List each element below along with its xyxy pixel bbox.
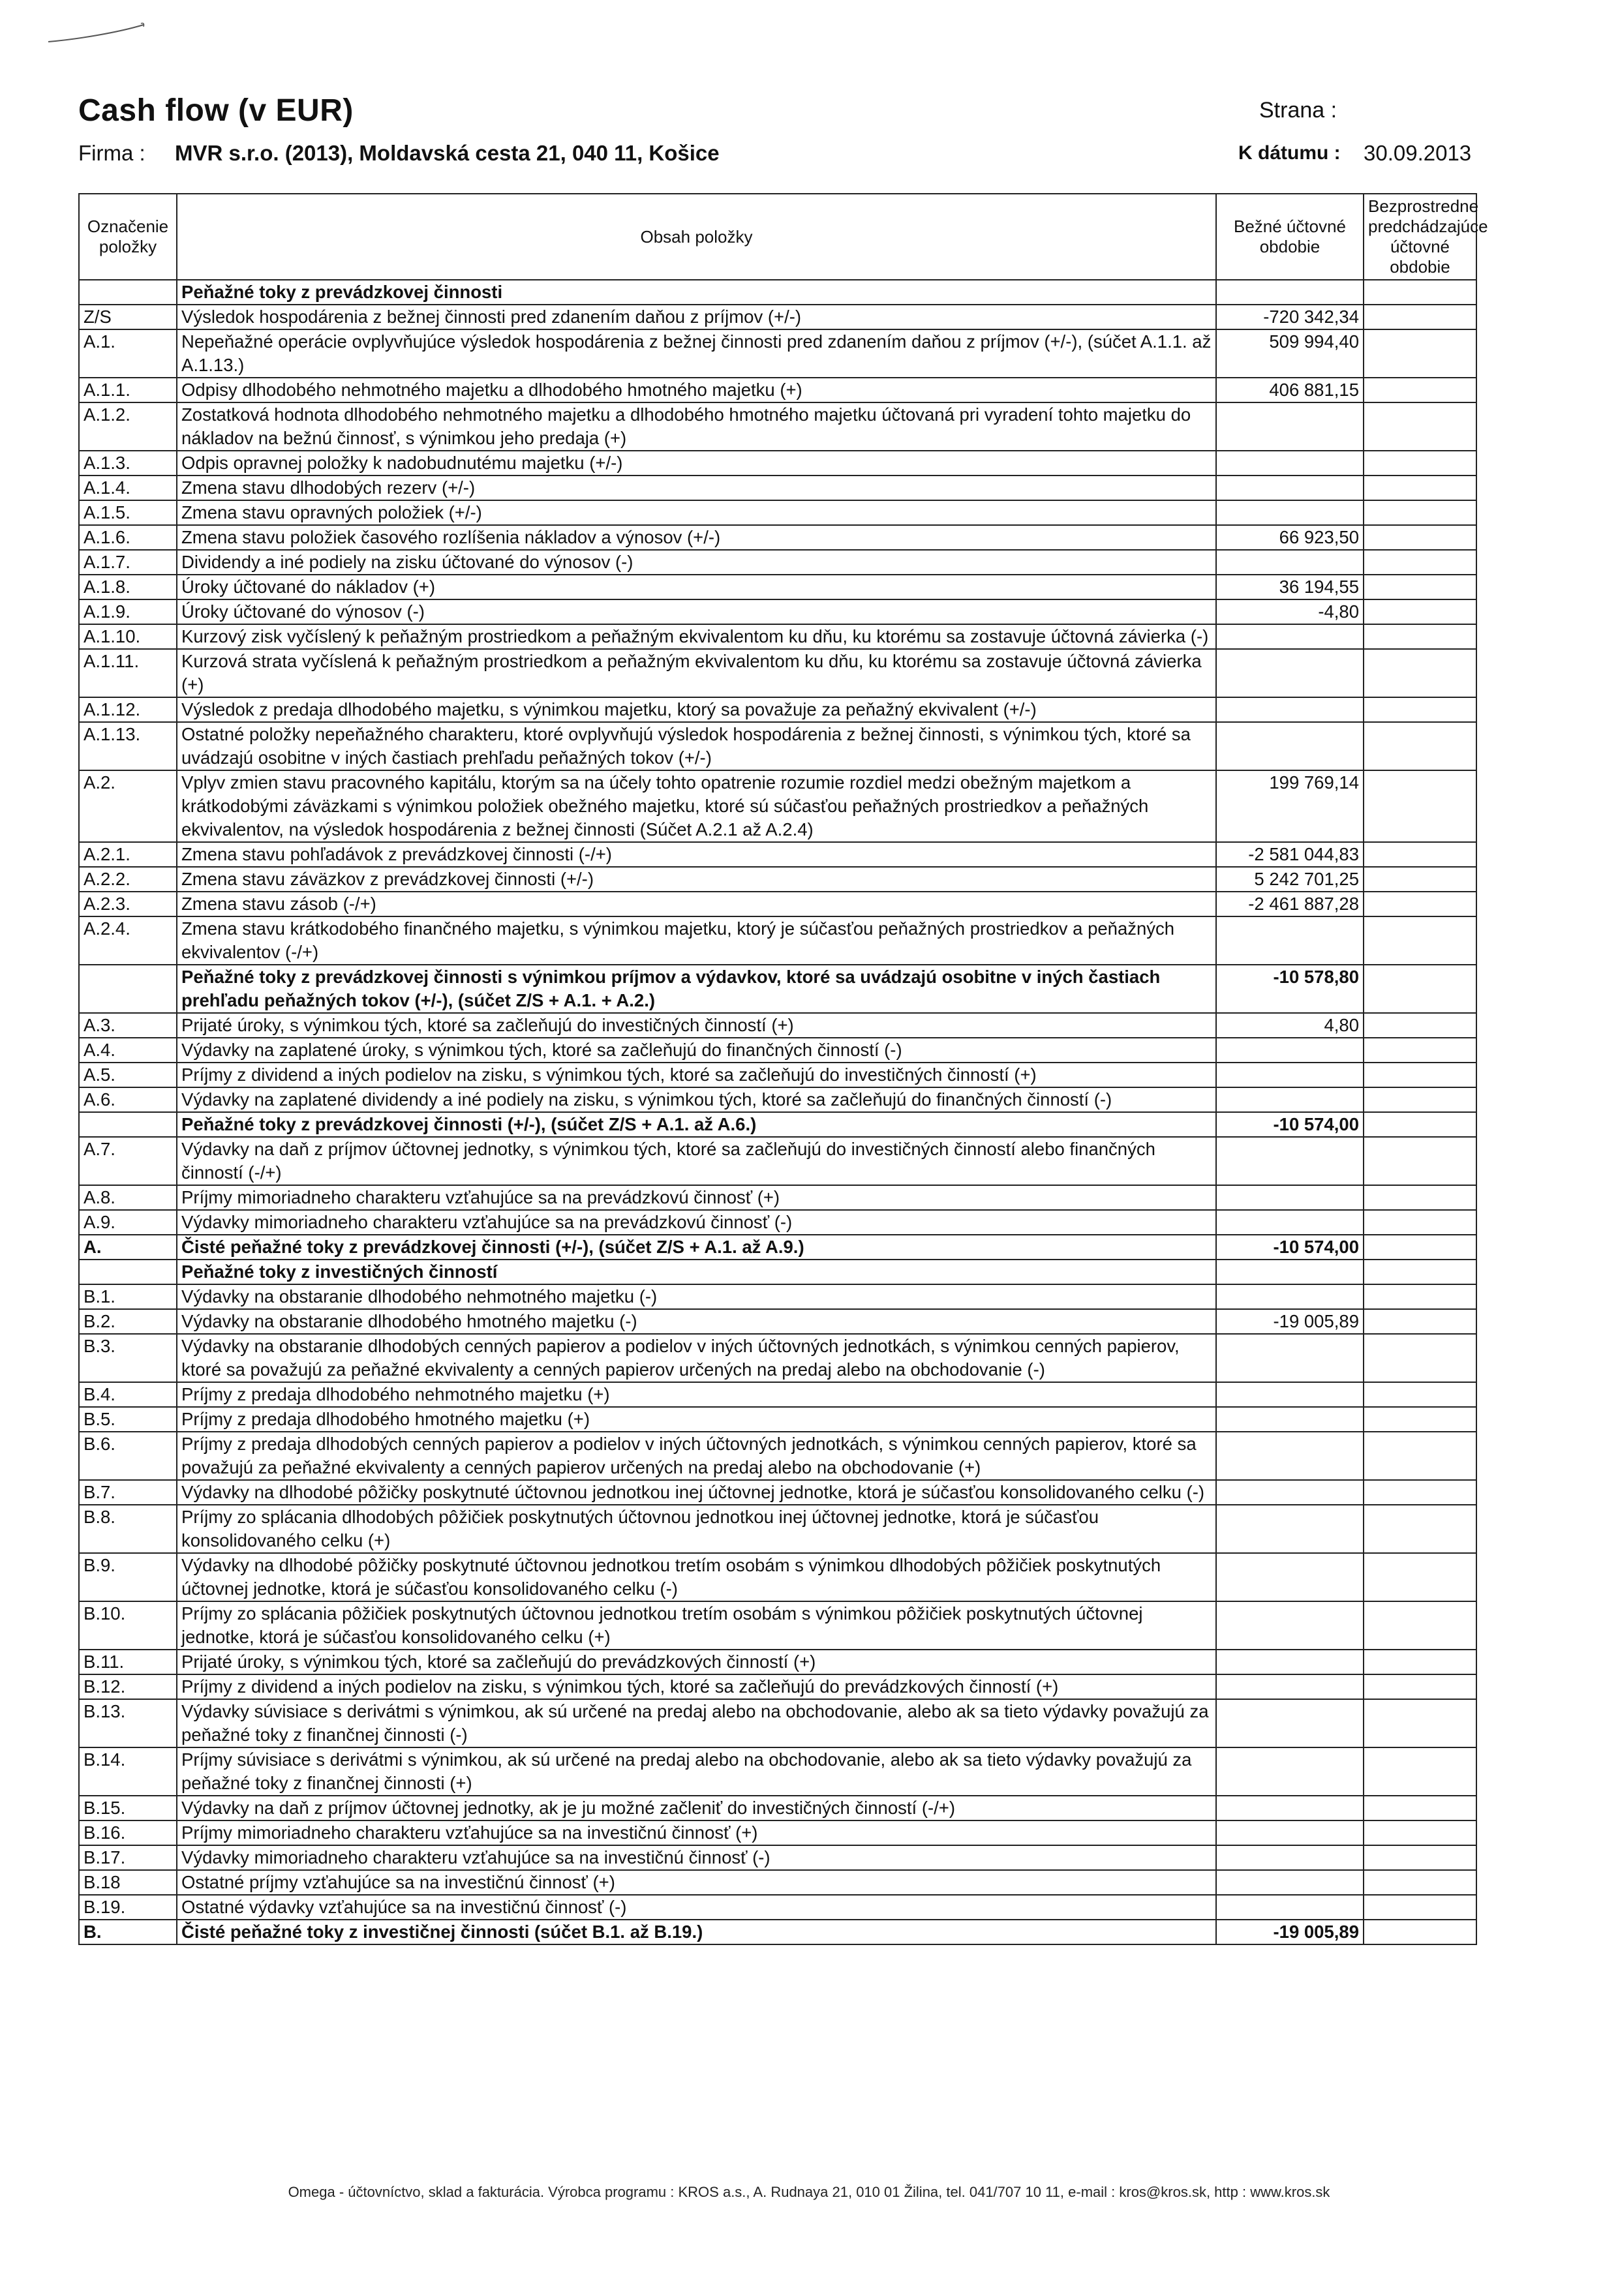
table-row bbox=[79, 624, 1476, 649]
row-description: Výdavky na obstaranie dlhodobého hmotného majetku (-) bbox=[177, 1309, 1216, 1334]
row-previous-value bbox=[1364, 1845, 1476, 1870]
row-previous-value bbox=[1364, 1920, 1476, 1944]
table-row bbox=[79, 1505, 1476, 1553]
row-code: B.14. bbox=[79, 1747, 177, 1796]
footer-text: Omega - účtovníctvo, sklad a fakturácia. Výrobca programu : KROS a.s., A. Rudnaya 21, 010 01 Žilina, tel. 041/707 10 11, e-mail : kros@kros.sk, http : www.kros.sk bbox=[288, 2184, 1330, 2200]
row-code bbox=[79, 965, 177, 1013]
row-previous-value bbox=[1364, 451, 1476, 476]
row-current-value: 5 242 701,25 bbox=[1216, 867, 1364, 892]
row-current-value bbox=[1216, 1038, 1364, 1063]
table-row bbox=[79, 1334, 1476, 1382]
table-row bbox=[79, 1284, 1476, 1309]
row-description: Odpis opravnej položky k nadobudnutému majetku (+/-) bbox=[177, 451, 1216, 476]
table-row bbox=[79, 1063, 1476, 1087]
row-current-value bbox=[1216, 1284, 1364, 1309]
table-row bbox=[79, 770, 1476, 842]
row-code: B.13. bbox=[79, 1699, 177, 1747]
row-code: A.1.1. bbox=[79, 378, 177, 402]
row-description: Zmena stavu dlhodobých rezerv (+/-) bbox=[177, 476, 1216, 500]
row-code: B.15. bbox=[79, 1796, 177, 1820]
table-row bbox=[79, 649, 1476, 697]
row-current-value bbox=[1216, 402, 1364, 451]
row-code: B.5. bbox=[79, 1407, 177, 1432]
row-code: A.2. bbox=[79, 770, 177, 842]
row-code: A.1.9. bbox=[79, 599, 177, 624]
row-current-value bbox=[1216, 1480, 1364, 1505]
row-description: Výdavky na daň z príjmov účtovnej jednotky, s výnimkou tých, ktoré sa začleňujú do investičných činností alebo finančných činností (-/+) bbox=[177, 1137, 1216, 1185]
row-previous-value bbox=[1364, 378, 1476, 402]
row-current-value: 36 194,55 bbox=[1216, 575, 1364, 599]
table-row bbox=[79, 1185, 1476, 1210]
row-description: Zmena stavu opravných položiek (+/-) bbox=[177, 500, 1216, 525]
row-previous-value bbox=[1364, 916, 1476, 965]
table-row bbox=[79, 378, 1476, 402]
row-previous-value bbox=[1364, 599, 1476, 624]
row-previous-value bbox=[1364, 476, 1476, 500]
row-current-value bbox=[1216, 1820, 1364, 1845]
row-code: A.1.10. bbox=[79, 624, 177, 649]
row-code: B.16. bbox=[79, 1820, 177, 1845]
row-description: Príjmy zo splácania dlhodobých pôžičiek poskytnutých účtovnou jednotkou inej účtovnej jednotke, ktorá je súčasťou konsolidovaného celku (+) bbox=[177, 1505, 1216, 1553]
row-previous-value bbox=[1364, 1260, 1476, 1284]
row-code: A.2.3. bbox=[79, 892, 177, 916]
row-previous-value bbox=[1364, 1063, 1476, 1087]
row-code: B. bbox=[79, 1920, 177, 1944]
table-row bbox=[79, 1309, 1476, 1334]
row-description: Peňažné toky z prevádzkovej činnosti s výnimkou príjmov a výdavkov, ktoré sa uvádzajú osobitne v iných častiach prehľadu peňažných tokov (+/-), (súčet Z/S + A.1. + A.2.) bbox=[177, 965, 1216, 1013]
row-previous-value bbox=[1364, 1505, 1476, 1553]
table-row bbox=[79, 916, 1476, 965]
row-previous-value bbox=[1364, 770, 1476, 842]
row-current-value bbox=[1216, 1601, 1364, 1650]
company-value: MVR s.r.o. (2013), Moldavská cesta 21, 040 11, Košice bbox=[175, 141, 720, 165]
row-description: Peňažné toky z investičných činností bbox=[177, 1260, 1216, 1284]
row-code: B.18 bbox=[79, 1870, 177, 1895]
row-previous-value bbox=[1364, 1747, 1476, 1796]
row-current-value bbox=[1216, 1845, 1364, 1870]
row-current-value bbox=[1216, 1650, 1364, 1674]
row-current-value bbox=[1216, 1382, 1364, 1407]
row-current-value: 4,80 bbox=[1216, 1013, 1364, 1038]
row-code: Z/S bbox=[79, 305, 177, 329]
row-code: A.1.8. bbox=[79, 575, 177, 599]
row-description: Prijaté úroky, s výnimkou tých, ktoré sa začleňujú do prevádzkových činností (+) bbox=[177, 1650, 1216, 1674]
table-row bbox=[79, 329, 1476, 378]
row-description: Zmena stavu pohľadávok z prevádzkovej činnosti (-/+) bbox=[177, 842, 1216, 867]
table-row bbox=[79, 1870, 1476, 1895]
table-row bbox=[79, 1699, 1476, 1747]
row-description: Výdavky mimoriadneho charakteru vzťahujúce sa na prevádzkovú činnosť (-) bbox=[177, 1210, 1216, 1235]
table-row bbox=[79, 1820, 1476, 1845]
row-previous-value bbox=[1364, 1820, 1476, 1845]
column-header-content: Obsah položky bbox=[177, 194, 1216, 280]
row-code: A.1.3. bbox=[79, 451, 177, 476]
row-current-value: 509 994,40 bbox=[1216, 329, 1364, 378]
row-previous-value bbox=[1364, 329, 1476, 378]
row-current-value bbox=[1216, 1895, 1364, 1920]
row-previous-value bbox=[1364, 402, 1476, 451]
cash-flow-rows bbox=[79, 280, 1476, 1944]
row-current-value bbox=[1216, 280, 1364, 305]
row-previous-value bbox=[1364, 697, 1476, 722]
row-current-value: -4,80 bbox=[1216, 599, 1364, 624]
row-description: Dividendy a iné podiely na zisku účtované do výnosov (-) bbox=[177, 550, 1216, 575]
row-current-value bbox=[1216, 476, 1364, 500]
table-row bbox=[79, 1087, 1476, 1112]
row-description: Úroky účtované do nákladov (+) bbox=[177, 575, 1216, 599]
row-previous-value bbox=[1364, 1309, 1476, 1334]
row-description: Výdavky na obstaranie dlhodobých cenných papierov a podielov v iných účtovných jednotkách, s výnimkou cenných papierov, ktoré sa považujú za peňažné ekvivalenty a cenných papierov určených na predaj alebo na obchodovanie (-) bbox=[177, 1334, 1216, 1382]
row-code: A.2.4. bbox=[79, 916, 177, 965]
row-code: B.3. bbox=[79, 1334, 177, 1382]
row-description: Výsledok hospodárenia z bežnej činnosti pred zdanením daňou z príjmov (+/-) bbox=[177, 305, 1216, 329]
row-code: B.9. bbox=[79, 1553, 177, 1601]
table-row bbox=[79, 599, 1476, 624]
row-previous-value bbox=[1364, 1137, 1476, 1185]
row-code: A.7. bbox=[79, 1137, 177, 1185]
table-row bbox=[79, 1601, 1476, 1650]
row-description: Výdavky na dlhodobé pôžičky poskytnuté účtovnou jednotkou inej účtovnej jednotke, ktorá je súčasťou konsolidovaného celku (-) bbox=[177, 1480, 1216, 1505]
row-code: A.4. bbox=[79, 1038, 177, 1063]
row-current-value bbox=[1216, 1674, 1364, 1699]
row-previous-value bbox=[1364, 1407, 1476, 1432]
row-previous-value bbox=[1364, 1334, 1476, 1382]
row-description: Zmena stavu zásob (-/+) bbox=[177, 892, 1216, 916]
row-current-value: 406 881,15 bbox=[1216, 378, 1364, 402]
table-row bbox=[79, 1038, 1476, 1063]
row-previous-value bbox=[1364, 1796, 1476, 1820]
row-current-value: 199 769,14 bbox=[1216, 770, 1364, 842]
table-row bbox=[79, 1650, 1476, 1674]
row-previous-value bbox=[1364, 1038, 1476, 1063]
row-current-value bbox=[1216, 451, 1364, 476]
row-previous-value bbox=[1364, 1601, 1476, 1650]
row-code: A. bbox=[79, 1235, 177, 1260]
table-row bbox=[79, 575, 1476, 599]
row-previous-value bbox=[1364, 1895, 1476, 1920]
column-header-previous-period: Bezprostredne predchádzajúce účtovné obdobie bbox=[1364, 194, 1476, 280]
row-code bbox=[79, 1112, 177, 1137]
date-label: K dátumu : bbox=[1238, 142, 1341, 164]
table-row bbox=[79, 722, 1476, 770]
row-previous-value bbox=[1364, 500, 1476, 525]
row-code: B.12. bbox=[79, 1674, 177, 1699]
table-row bbox=[79, 1796, 1476, 1820]
row-current-value: -10 578,80 bbox=[1216, 965, 1364, 1013]
row-current-value bbox=[1216, 1553, 1364, 1601]
row-current-value bbox=[1216, 722, 1364, 770]
row-current-value bbox=[1216, 624, 1364, 649]
row-current-value: -19 005,89 bbox=[1216, 1920, 1364, 1944]
row-previous-value bbox=[1364, 1185, 1476, 1210]
row-current-value: 66 923,50 bbox=[1216, 525, 1364, 550]
row-previous-value bbox=[1364, 1553, 1476, 1601]
row-code: A.2.2. bbox=[79, 867, 177, 892]
row-previous-value bbox=[1364, 1235, 1476, 1260]
table-row bbox=[79, 867, 1476, 892]
row-previous-value bbox=[1364, 525, 1476, 550]
table-row bbox=[79, 1674, 1476, 1699]
row-current-value bbox=[1216, 1137, 1364, 1185]
table-row bbox=[79, 280, 1476, 305]
row-code: A.9. bbox=[79, 1210, 177, 1235]
row-description: Zmena stavu záväzkov z prevádzkovej činnosti (+/-) bbox=[177, 867, 1216, 892]
row-code: A.1.2. bbox=[79, 402, 177, 451]
row-description: Príjmy mimoriadneho charakteru vzťahujúce sa na prevádzkovú činnosť (+) bbox=[177, 1185, 1216, 1210]
table-row bbox=[79, 476, 1476, 500]
row-current-value bbox=[1216, 500, 1364, 525]
row-code: B.7. bbox=[79, 1480, 177, 1505]
row-current-value bbox=[1216, 916, 1364, 965]
table-row bbox=[79, 1845, 1476, 1870]
row-code: A.6. bbox=[79, 1087, 177, 1112]
row-current-value: -720 342,34 bbox=[1216, 305, 1364, 329]
row-code: B.10. bbox=[79, 1601, 177, 1650]
row-current-value: -10 574,00 bbox=[1216, 1112, 1364, 1137]
row-description: Nepeňažné operácie ovplyvňujúce výsledok hospodárenia z bežnej činnosti pred zdanením daňou z príjmov (+/-), (súčet A.1.1. až A.1.13.) bbox=[177, 329, 1216, 378]
table-row bbox=[79, 1480, 1476, 1505]
table-row bbox=[79, 1553, 1476, 1601]
row-previous-value bbox=[1364, 1432, 1476, 1480]
row-description: Výsledok z predaja dlhodobého majetku, s výnimkou majetku, ktorý sa považuje za peňažný ekvivalent (+/-) bbox=[177, 697, 1216, 722]
row-current-value bbox=[1216, 1334, 1364, 1382]
row-description: Výdavky na zaplatené úroky, s výnimkou tých, ktoré sa začleňujú do finančných činností (-) bbox=[177, 1038, 1216, 1063]
table-row bbox=[79, 1112, 1476, 1137]
page-title: Cash flow (v EUR) bbox=[78, 93, 354, 128]
table-row bbox=[79, 500, 1476, 525]
table-row bbox=[79, 1382, 1476, 1407]
row-code: B.19. bbox=[79, 1895, 177, 1920]
row-code: A.8. bbox=[79, 1185, 177, 1210]
row-code: B.17. bbox=[79, 1845, 177, 1870]
row-code: A.3. bbox=[79, 1013, 177, 1038]
row-description: Príjmy mimoriadneho charakteru vzťahujúce sa na investičnú činnosť (+) bbox=[177, 1820, 1216, 1845]
row-description: Príjmy z predaja dlhodobého nehmotného majetku (+) bbox=[177, 1382, 1216, 1407]
table-row bbox=[79, 525, 1476, 550]
row-code bbox=[79, 280, 177, 305]
row-previous-value bbox=[1364, 1013, 1476, 1038]
row-current-value bbox=[1216, 1699, 1364, 1747]
table-row bbox=[79, 1137, 1476, 1185]
row-previous-value bbox=[1364, 1210, 1476, 1235]
row-previous-value bbox=[1364, 722, 1476, 770]
row-previous-value bbox=[1364, 842, 1476, 867]
row-description: Príjmy súvisiace s derivátmi s výnimkou, ak sú určené na predaj alebo na obchodovanie, alebo ak sa tieto výdavky považujú za peňažné toky z finančnej činnosti (+) bbox=[177, 1747, 1216, 1796]
row-code: B.6. bbox=[79, 1432, 177, 1480]
row-current-value bbox=[1216, 1796, 1364, 1820]
row-code: B.8. bbox=[79, 1505, 177, 1553]
cash-flow-table bbox=[78, 193, 1488, 1945]
row-previous-value bbox=[1364, 1870, 1476, 1895]
row-description: Kurzová strata vyčíslená k peňažným prostriedkom a peňažným ekvivalentom ku dňu, ku ktorému sa zostavuje účtovná závierka (+) bbox=[177, 649, 1216, 697]
row-description: Peňažné toky z prevádzkovej činnosti (+/-), (súčet Z/S + A.1. až A.6.) bbox=[177, 1112, 1216, 1137]
table-row bbox=[79, 1013, 1476, 1038]
row-current-value bbox=[1216, 550, 1364, 575]
table-row bbox=[79, 697, 1476, 722]
row-current-value bbox=[1216, 1185, 1364, 1210]
table-row bbox=[79, 965, 1476, 1013]
row-current-value bbox=[1216, 1260, 1364, 1284]
row-previous-value bbox=[1364, 965, 1476, 1013]
table-row bbox=[79, 1210, 1476, 1235]
row-description: Peňažné toky z prevádzkovej činnosti bbox=[177, 280, 1216, 305]
row-description: Kurzový zisk vyčíslený k peňažným prostriedkom a peňažným ekvivalentom ku dňu, ku ktorému sa zostavuje účtovná závierka (-) bbox=[177, 624, 1216, 649]
row-previous-value bbox=[1364, 1087, 1476, 1112]
row-previous-value bbox=[1364, 867, 1476, 892]
row-previous-value bbox=[1364, 892, 1476, 916]
row-code: A.1.4. bbox=[79, 476, 177, 500]
row-description: Prijaté úroky, s výnimkou tých, ktoré sa začleňujú do investičných činností (+) bbox=[177, 1013, 1216, 1038]
row-code: B.1. bbox=[79, 1284, 177, 1309]
row-description: Výdavky na daň z príjmov účtovnej jednotky, ak je ju možné začleniť do investičných činností (-/+) bbox=[177, 1796, 1216, 1820]
row-code: A.2.1. bbox=[79, 842, 177, 867]
row-current-value bbox=[1216, 1747, 1364, 1796]
row-description: Čisté peňažné toky z prevádzkovej činnosti (+/-), (súčet Z/S + A.1. až A.9.) bbox=[177, 1235, 1216, 1260]
row-description: Príjmy zo splácania pôžičiek poskytnutých účtovnou jednotkou tretím osobám s výnimkou pôžičiek poskytnutých účtovnej jednotke, ktorá je súčasťou konsolidovaného celku (+) bbox=[177, 1601, 1216, 1650]
row-current-value bbox=[1216, 697, 1364, 722]
row-previous-value bbox=[1364, 575, 1476, 599]
row-current-value bbox=[1216, 1432, 1364, 1480]
row-previous-value bbox=[1364, 624, 1476, 649]
table-row bbox=[79, 1895, 1476, 1920]
row-current-value bbox=[1216, 649, 1364, 697]
column-header-current-period: Bežné účtovné obdobie bbox=[1216, 194, 1364, 280]
column-header-code: Označenie položky bbox=[79, 194, 177, 280]
row-description: Príjmy z predaja dlhodobého hmotného majetku (+) bbox=[177, 1407, 1216, 1432]
row-description: Úroky účtované do výnosov (-) bbox=[177, 599, 1216, 624]
table-row bbox=[79, 402, 1476, 451]
row-code: A.1.11. bbox=[79, 649, 177, 697]
row-code: A.1.7. bbox=[79, 550, 177, 575]
table-row bbox=[79, 305, 1476, 329]
row-current-value: -2 581 044,83 bbox=[1216, 842, 1364, 867]
row-previous-value bbox=[1364, 1650, 1476, 1674]
table-row bbox=[79, 1747, 1476, 1796]
row-description: Ostatné položky nepeňažného charakteru, ktoré ovplyvňujú výsledok hospodárenia z bežnej činnosti, s výnimkou tých, ktoré sa uvádzajú osobitne v iných častiach prehľadu peňažných tokov (+/-) bbox=[177, 722, 1216, 770]
table-row bbox=[79, 1260, 1476, 1284]
row-code: A.1. bbox=[79, 329, 177, 378]
row-previous-value bbox=[1364, 550, 1476, 575]
row-current-value: -2 461 887,28 bbox=[1216, 892, 1364, 916]
row-description: Výdavky na zaplatené dividendy a iné podiely na zisku, s výnimkou tých, ktoré sa začleňujú do finančných činností (-) bbox=[177, 1087, 1216, 1112]
row-current-value bbox=[1216, 1063, 1364, 1087]
row-description: Zmena stavu položiek časového rozlíšenia nákladov a výnosov (+/-) bbox=[177, 525, 1216, 550]
row-description: Čisté peňažné toky z investičnej činnosti (súčet B.1. až B.19.) bbox=[177, 1920, 1216, 1944]
row-current-value bbox=[1216, 1505, 1364, 1553]
row-description: Príjmy z dividend a iných podielov na zisku, s výnimkou tých, ktoré sa začleňujú do investičných činností (+) bbox=[177, 1063, 1216, 1087]
row-description: Vplyv zmien stavu pracovného kapitálu, ktorým sa na účely tohto opatrenie rozumie rozdiel medzi obežným majetkom a krátkodobými záväzkami s výnimkou položiek obežného majetku, ktoré sú súčasťou peňažných prostriedkov a peňažných ekvivalentov, na výsledok hospodárenia z bežnej činnosti (Súčet A.2.1 až A.2.4) bbox=[177, 770, 1216, 842]
table-row bbox=[79, 842, 1476, 867]
row-description: Výdavky na obstaranie dlhodobého nehmotného majetku (-) bbox=[177, 1284, 1216, 1309]
row-previous-value bbox=[1364, 1382, 1476, 1407]
table-row bbox=[79, 1432, 1476, 1480]
row-description: Príjmy z dividend a iných podielov na zisku, s výnimkou tých, ktoré sa začleňujú do prevádzkových činností (+) bbox=[177, 1674, 1216, 1699]
table-row bbox=[79, 1235, 1476, 1260]
page-number-label: Strana : bbox=[1259, 98, 1337, 123]
date-value: 30.09.2013 bbox=[1364, 141, 1472, 165]
row-previous-value bbox=[1364, 649, 1476, 697]
row-code: A.5. bbox=[79, 1063, 177, 1087]
row-code: A.1.6. bbox=[79, 525, 177, 550]
row-previous-value bbox=[1364, 1674, 1476, 1699]
row-current-value bbox=[1216, 1087, 1364, 1112]
row-description: Ostatné výdavky vzťahujúce sa na investičnú činnosť (-) bbox=[177, 1895, 1216, 1920]
row-description: Výdavky súvisiace s derivátmi s výnimkou, ak sú určené na predaj alebo na obchodovanie, alebo ak sa tieto výdavky považujú za peňažné toky z finančnej činnosti (-) bbox=[177, 1699, 1216, 1747]
table-row bbox=[79, 892, 1476, 916]
row-description: Zostatková hodnota dlhodobého nehmotného majetku a dlhodobého hmotného majetku účtovaná pri vyradení tohto majetku do nákladov na bežnú činnosť, s výnimkou jeho predaja (+) bbox=[177, 402, 1216, 451]
row-description: Odpisy dlhodobého nehmotného majetku a dlhodobého hmotného majetku (+) bbox=[177, 378, 1216, 402]
row-previous-value bbox=[1364, 280, 1476, 305]
row-code: B.11. bbox=[79, 1650, 177, 1674]
row-current-value bbox=[1216, 1407, 1364, 1432]
row-current-value bbox=[1216, 1870, 1364, 1895]
row-previous-value bbox=[1364, 305, 1476, 329]
row-code: B.2. bbox=[79, 1309, 177, 1334]
row-description: Príjmy z predaja dlhodobých cenných papierov a podielov v iných účtovných jednotkách, s výnimkou cenných papierov, ktoré sa považujú za peňažné ekvivalenty a cenných papierov určených na predaj alebo na obchodovanie (+) bbox=[177, 1432, 1216, 1480]
row-code: B.4. bbox=[79, 1382, 177, 1407]
pen-mark bbox=[46, 20, 150, 46]
row-code: A.1.5. bbox=[79, 500, 177, 525]
row-code: A.1.13. bbox=[79, 722, 177, 770]
row-current-value: -19 005,89 bbox=[1216, 1309, 1364, 1334]
row-previous-value bbox=[1364, 1284, 1476, 1309]
table-row bbox=[79, 550, 1476, 575]
row-description: Ostatné príjmy vzťahujúce sa na investičnú činnosť (+) bbox=[177, 1870, 1216, 1895]
row-description: Výdavky na dlhodobé pôžičky poskytnuté účtovnou jednotkou tretím osobám s výnimkou dlhodobých pôžičiek poskytnutých účtovnej jednotke, ktorá je súčasťou konsolidovaného celku (-) bbox=[177, 1553, 1216, 1601]
row-description: Výdavky mimoriadneho charakteru vzťahujúce sa na investičnú činnosť (-) bbox=[177, 1845, 1216, 1870]
row-current-value bbox=[1216, 1210, 1364, 1235]
table-row bbox=[79, 451, 1476, 476]
company-label: Firma : bbox=[78, 141, 145, 165]
row-previous-value bbox=[1364, 1480, 1476, 1505]
row-current-value: -10 574,00 bbox=[1216, 1235, 1364, 1260]
row-code: A.1.12. bbox=[79, 697, 177, 722]
row-code bbox=[79, 1260, 177, 1284]
row-previous-value bbox=[1364, 1699, 1476, 1747]
row-previous-value bbox=[1364, 1112, 1476, 1137]
table-row bbox=[79, 1920, 1476, 1944]
row-description: Zmena stavu krátkodobého finančného majetku, s výnimkou majetku, ktorý je súčasťou peňažných prostriedkov a peňažných ekvivalentov (-/+) bbox=[177, 916, 1216, 965]
table-row bbox=[79, 1407, 1476, 1432]
